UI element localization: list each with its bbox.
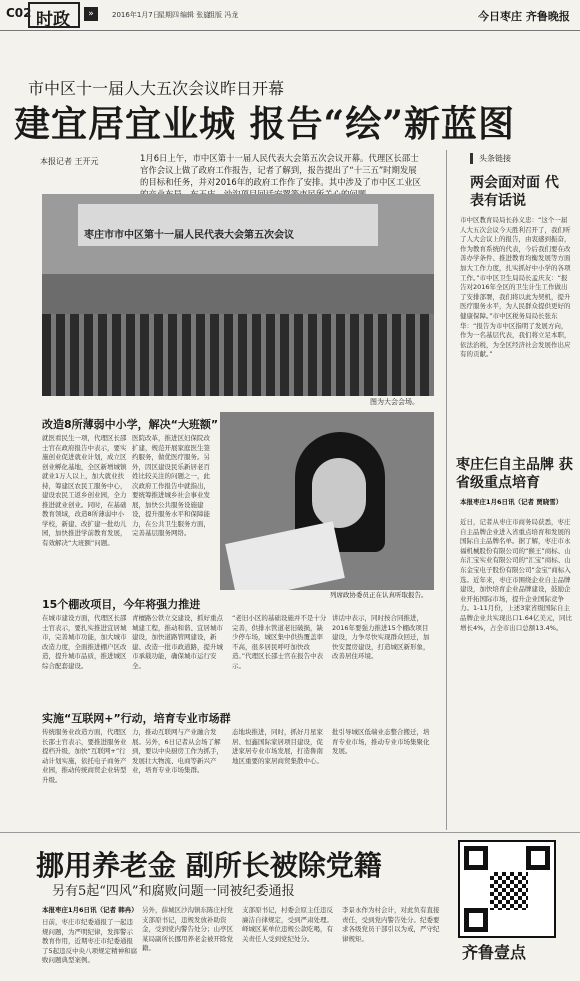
- qr-anchor: [464, 908, 488, 932]
- main-byline: 本报记者 王开元: [40, 157, 99, 166]
- sidebar-item1-title: 两会面对面 代表有话说: [470, 175, 559, 209]
- photo-caption: 图为大会会场。: [370, 398, 419, 406]
- stage-banner-text: 枣庄市市中区第十一届人民代表大会第五次会议: [84, 230, 294, 241]
- article3-col3: 态地块推进，同时，抓好月星家居、恒鑫国际家居项目建设，促进家居专业市场发展，打造鲁南地区重要的家居商贸集散中心。: [232, 728, 323, 765]
- page-number: C02: [6, 6, 32, 20]
- sidebar-item2-text: 近日，记者从枣庄市商务局获悉，枣庄自主品牌企业进入省重点培育和发展的国际自主品牌名单。据了解，枣庄市永福机械股份有限公司的“猴王”商标、山东汇宝实业有限公司的“汇宝”商标、山东金宝电子股份有限公司“金宝”商标入选。近年来，枣庄市围绕企业自主品牌建设，加快培育企业品牌建设，鼓励企业开拓国际市场，提升企业国际竞争力。1-11月份，上述3家省级国际自主品牌企业共实现出口1.64亿美元，同比增长4%，占全市出口总额13.4%。: [460, 518, 572, 632]
- qr-anchor: [526, 846, 550, 870]
- delegate-face: [312, 458, 366, 528]
- article2-col1: 在城市建设方面，代理区长邵士官表示，要扎实推进宜居城市，完善城市功能，加大城市改造力度，全面推进棚户区改造，提升城市品质，推进城区综合配套建设。: [42, 614, 127, 670]
- newspaper-brand: 今日枣庄 齐鲁晚报: [478, 10, 570, 23]
- bottom-col2: 另外，薛城区沙沟镇东陈庄村党支部原书记，违规发放补助资金，受到党内警告处分；山亭区某局副所长挪用养老金被开除党籍。: [142, 906, 233, 952]
- report-paper: [225, 521, 345, 590]
- delegate-photo: [220, 412, 434, 590]
- bottom-subhead: 另有5起“四风”和腐败问题一同被纪委通报: [52, 884, 295, 899]
- qr-anchor: [464, 846, 488, 870]
- proofreader: 组版 冯龙: [208, 11, 239, 19]
- sidebar-divider: [446, 150, 447, 830]
- article1-title: 改造8所薄弱中小学，解决“大班额”: [42, 418, 219, 431]
- sidebar-item2-byline: 本报枣庄1月6日讯（记者 贾晓雪）: [460, 498, 563, 506]
- qr-modules: [490, 872, 528, 910]
- issue-weekday: 星期四: [158, 11, 179, 19]
- editor: 编辑 张旋: [180, 11, 211, 19]
- sidebar-item1-text: 市中区教育局局长孙义忠：“这个一届人大五次会议今天胜利召开了，我们听了人大会议上的报告，由衷感到振奋，作为教育系统的代表，今后我们要在改善办学条件、推进教育均衡发展等方面加大工作力度，扎实抓好中小学的各项工作。”市中区卫生局局长孟庆友：“报告对2016年全区的卫生计生工作做出了安排部署，我们将以此为契机，提升医疗服务水平，为人民群众提供更好的健康保障。”市中区税务局局长张东华：“报告为市中区指明了发展方向，作为一名基层代表，我们将立足本职，依法治税，为全区经济社会发展作出应有的贡献。”: [460, 216, 571, 359]
- article3-title: 实施“互联网+”行动，培育专业市场群: [42, 712, 231, 725]
- issue-date: 2016年1月7日: [112, 11, 160, 19]
- conference-photo: [42, 194, 434, 396]
- article3-col1: 传统服务业改造方面，代理区长邵士官表示，要推进服务业提档升级，加快“互联网+”行动计划实施，依托电子商务产业园，推动传统商贸企业转型升级。: [42, 728, 127, 784]
- article1-col2: 医院改革，推进区妇保院改扩建，规范开展家庭医生签约服务，做优医疗服务。另外，因区建设民乐新居老百姓比较关注的问题之一，此次政府工作报告中就指出，要统筹推进城乡社会事业发展，加快公共服务设施建设，提升服务水平和保障能力，在公共卫生服务方面，完善基层服务网络。: [132, 434, 210, 537]
- article2-col3: “老旧小区的基础设施并不是十分完善，供排水管道老旧破损，缺少停车场，城区集中供热覆盖率不高，很多居民呼吁加快改造。”代理区长邵士官在报告中表示。: [232, 614, 327, 670]
- bottom-headline: 挪用养老金 副所长被除党籍: [36, 849, 382, 882]
- audience: [42, 314, 434, 396]
- bottom-divider: [0, 832, 580, 833]
- photo2-caption: 列席政协委员正在认真听取报告。: [330, 591, 428, 599]
- sidebar-label: 头条链接: [470, 153, 511, 164]
- qr-code-icon: [458, 840, 556, 938]
- article2-col2: 青檀路公铁立交建设，抓好重点城建工程，推动和谐、宜居城市建设，加快道路管网建设，新建、改造一批市政道路，提升城市承载功能，确保城市运行安全。: [132, 614, 223, 670]
- sidebar-item2-title: 枣庄仨自主品牌 获省级重点培育: [456, 457, 573, 491]
- bottom-col1: 日前，枣庄市纪委通报了一起违规问题，为严明纪律，发挥警示教育作用，近期枣庄市纪委通报了5起违反中央八项规定精神和腐败问题典型案例。: [42, 918, 138, 964]
- bottom-col3: 支部原书记，村委会原主任违反廉洁自律规定，受到严肃处理。峄城区某单位违规公款吃喝，有关责任人受到党纪处分。: [242, 906, 333, 943]
- article3-col4: 批引导城区低端业态整合搬迁，培育专业市场，推动专业市场集聚化发展。: [332, 728, 430, 755]
- article1-col1: 就医看民生一项，代理区长邵士官在政府报告中表示，要实施创业促进就业计划，成立区创业孵化基地，全区新增城镇就业1万人以上，加大就业扶持，筹建区农民工服务中心，建设农民工返乡创业园，全力推进就业创业。同时，在基础教育领域，改造8所薄弱中小学校，新建、改扩建一批幼儿园，加快推进学前教育发展，有效解决“大班额”问题。: [42, 434, 127, 547]
- article2-col4: 讲话中表示，同时按合同推进，2016年要强力推进15个棚改项目建设，力争尽快实现群众回迁，加快安置房建设，打造城区新形象，改善居住环境。: [332, 614, 430, 660]
- bottom-col4: 李景永作为村会计，对此负有直接责任，受到党内警告处分。纪委要求各级党员干部引以为戒，严守纪律规矩。: [342, 906, 440, 943]
- article3-col2: 力，推动互联网与产业融合发展。另外，6日记者从会场了解到，要以中央厨房工作为抓手，发展壮大物流、电商等新兴产业，培育专业市场集群。: [132, 728, 223, 774]
- double-chevron-icon: »: [84, 7, 98, 21]
- article2-title: 15个棚改项目，今年将强力推进: [42, 598, 201, 611]
- section-title: 时政: [36, 10, 70, 30]
- main-kicker: 市中区十一届人大五次会议昨日开幕: [28, 79, 285, 98]
- qr-label: 齐鲁壹点: [462, 943, 527, 962]
- bottom-byline: 本报枣庄1月6日讯（记者 韩冉）: [42, 906, 138, 914]
- main-headline: 建宜居宜业城 报告“绘”新蓝图: [14, 103, 515, 145]
- main-lead: 1月6日上午，市中区第十一届人民代表大会第五次会议开幕。代理区长邵士官作会议上做了政府工作报告，记者了解到，报告提出了“十三五”时期发展的目标和任务，并对2016年的政府工作作了安排。其中涉及了市中区工业区: [140, 153, 421, 187]
